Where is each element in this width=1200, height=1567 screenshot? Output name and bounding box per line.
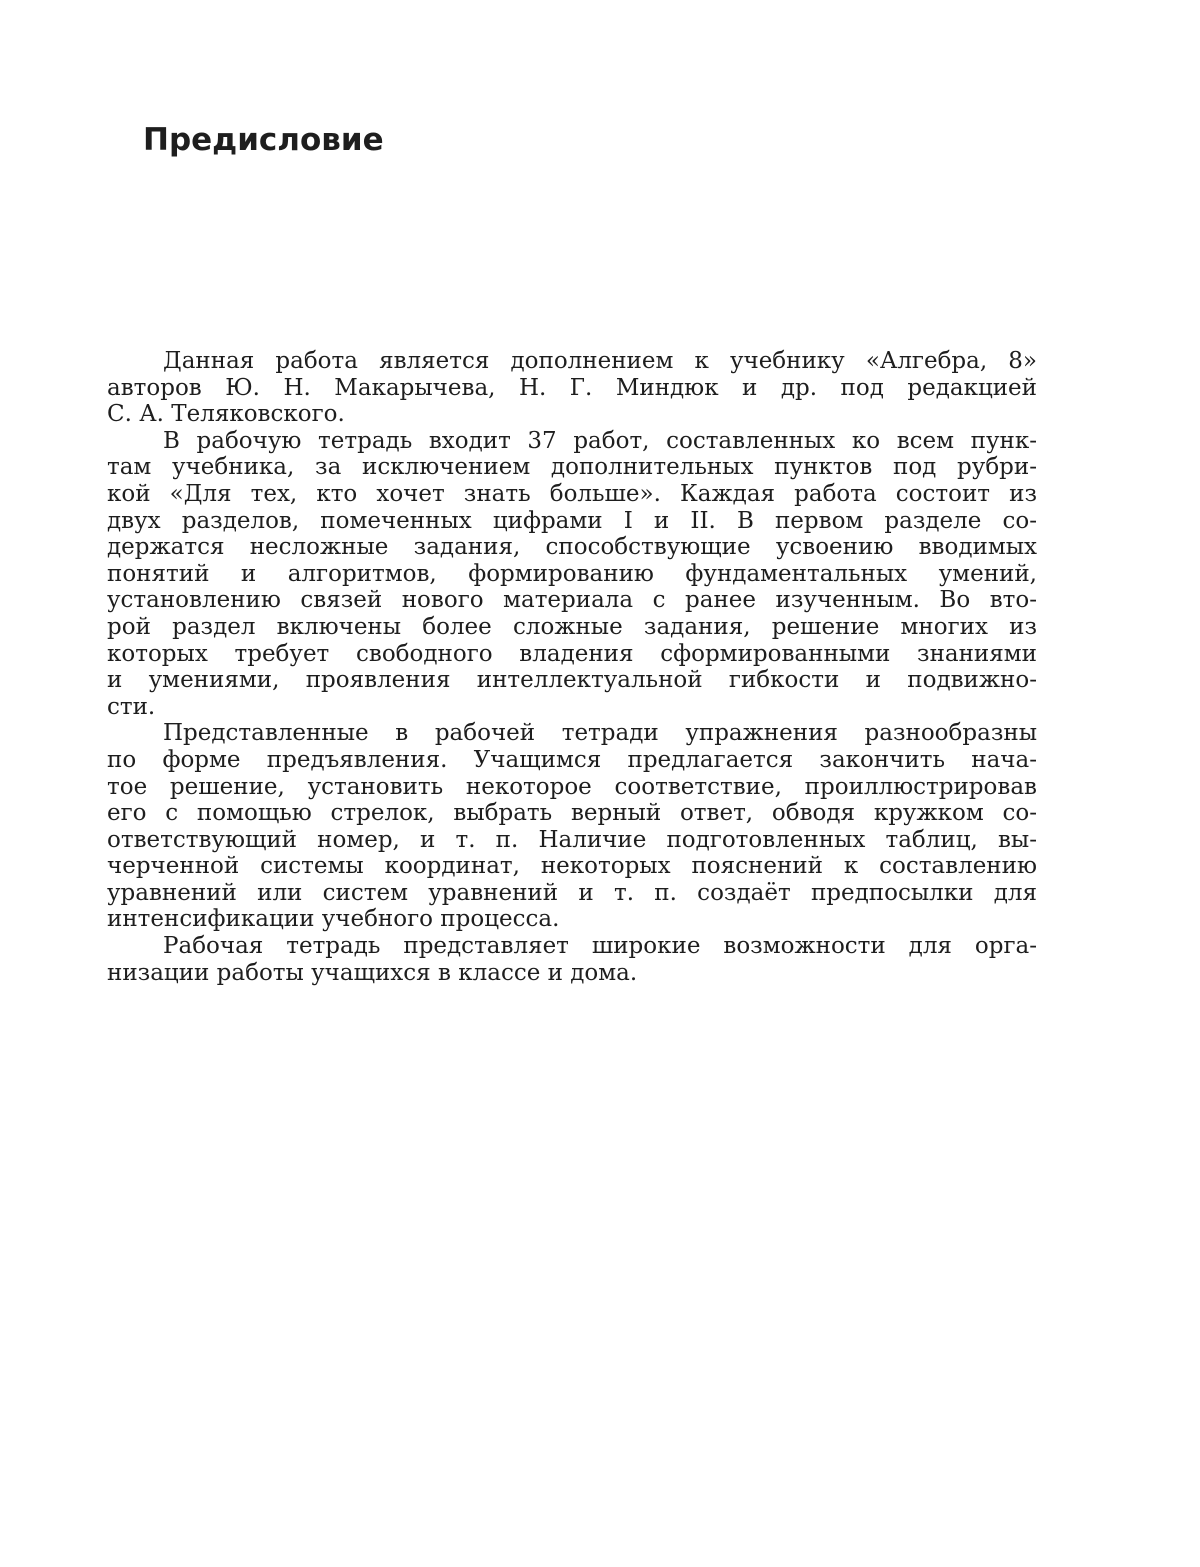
text-line: кой «Для тех, кто хочет знать больше». Каждая работа состоит из bbox=[107, 480, 1037, 507]
text-line: его с помощью стрелок, выбрать верный ответ, обводя кружком со- bbox=[107, 800, 1037, 827]
text-line: двух разделов, помеченных цифрами I и II. В первом разделе со- bbox=[107, 507, 1037, 534]
text-line: по форме предъявления. Учащимся предлагается закончить нача- bbox=[107, 746, 1037, 773]
text-line: там учебника, за исключением дополнительных пунктов под рубри- bbox=[107, 454, 1037, 481]
text-line: установлению связей нового материала с ранее изученным. Во вто- bbox=[107, 587, 1037, 614]
page-title: Предисловие bbox=[143, 122, 384, 158]
text-line: Рабочая тетрадь представляет широкие возможности для орга- bbox=[163, 933, 1037, 960]
text-line: В рабочую тетрадь входит 37 работ, составленных ко всем пунк- bbox=[163, 427, 1037, 454]
text-line: интенсификации учебного процесса. bbox=[107, 906, 560, 933]
paragraph bbox=[107, 348, 1037, 428]
text-line: Представленные в рабочей тетради упражнения разнообразны bbox=[163, 720, 1037, 747]
text-line: держатся несложные задания, способствующие усвоению вводимых bbox=[107, 534, 1037, 561]
text-line: рой раздел включены более сложные задания, решение многих из bbox=[107, 613, 1037, 640]
text-line: ответствующий номер, и т. п. Наличие подготовленных таблиц, вы- bbox=[107, 826, 1037, 853]
text-line: Данная работа является дополнением к учебнику «Алгебра, 8» bbox=[163, 348, 1037, 374]
text-line: авторов Ю. Н. Макарычева, Н. Г. Миндюк и др. под редакцией bbox=[107, 374, 1037, 401]
text-line: понятий и алгоритмов, формированию фундаментальных умений, bbox=[107, 560, 1037, 587]
paragraph bbox=[107, 720, 1037, 933]
text-line: сти. bbox=[107, 693, 156, 720]
preface-text bbox=[107, 348, 1037, 986]
paragraph bbox=[107, 933, 1037, 986]
paragraph bbox=[107, 428, 1037, 721]
text-line: тое решение, установить некоторое соответствие, проиллюстрировав bbox=[107, 773, 1037, 800]
text-line: которых требует свободного владения сформированными знаниями bbox=[107, 640, 1037, 667]
text-line: уравнений или систем уравнений и т. п. создаёт предпосылки для bbox=[107, 879, 1037, 906]
text-line: низации работы учащихся в классе и дома. bbox=[107, 959, 638, 986]
text-line: С. А. Теляковского. bbox=[107, 401, 345, 428]
text-line: черченной системы координат, некоторых пояснений к составлению bbox=[107, 853, 1037, 880]
text-line: и умениями, проявления интеллектуальной гибкости и подвижно- bbox=[107, 667, 1037, 694]
